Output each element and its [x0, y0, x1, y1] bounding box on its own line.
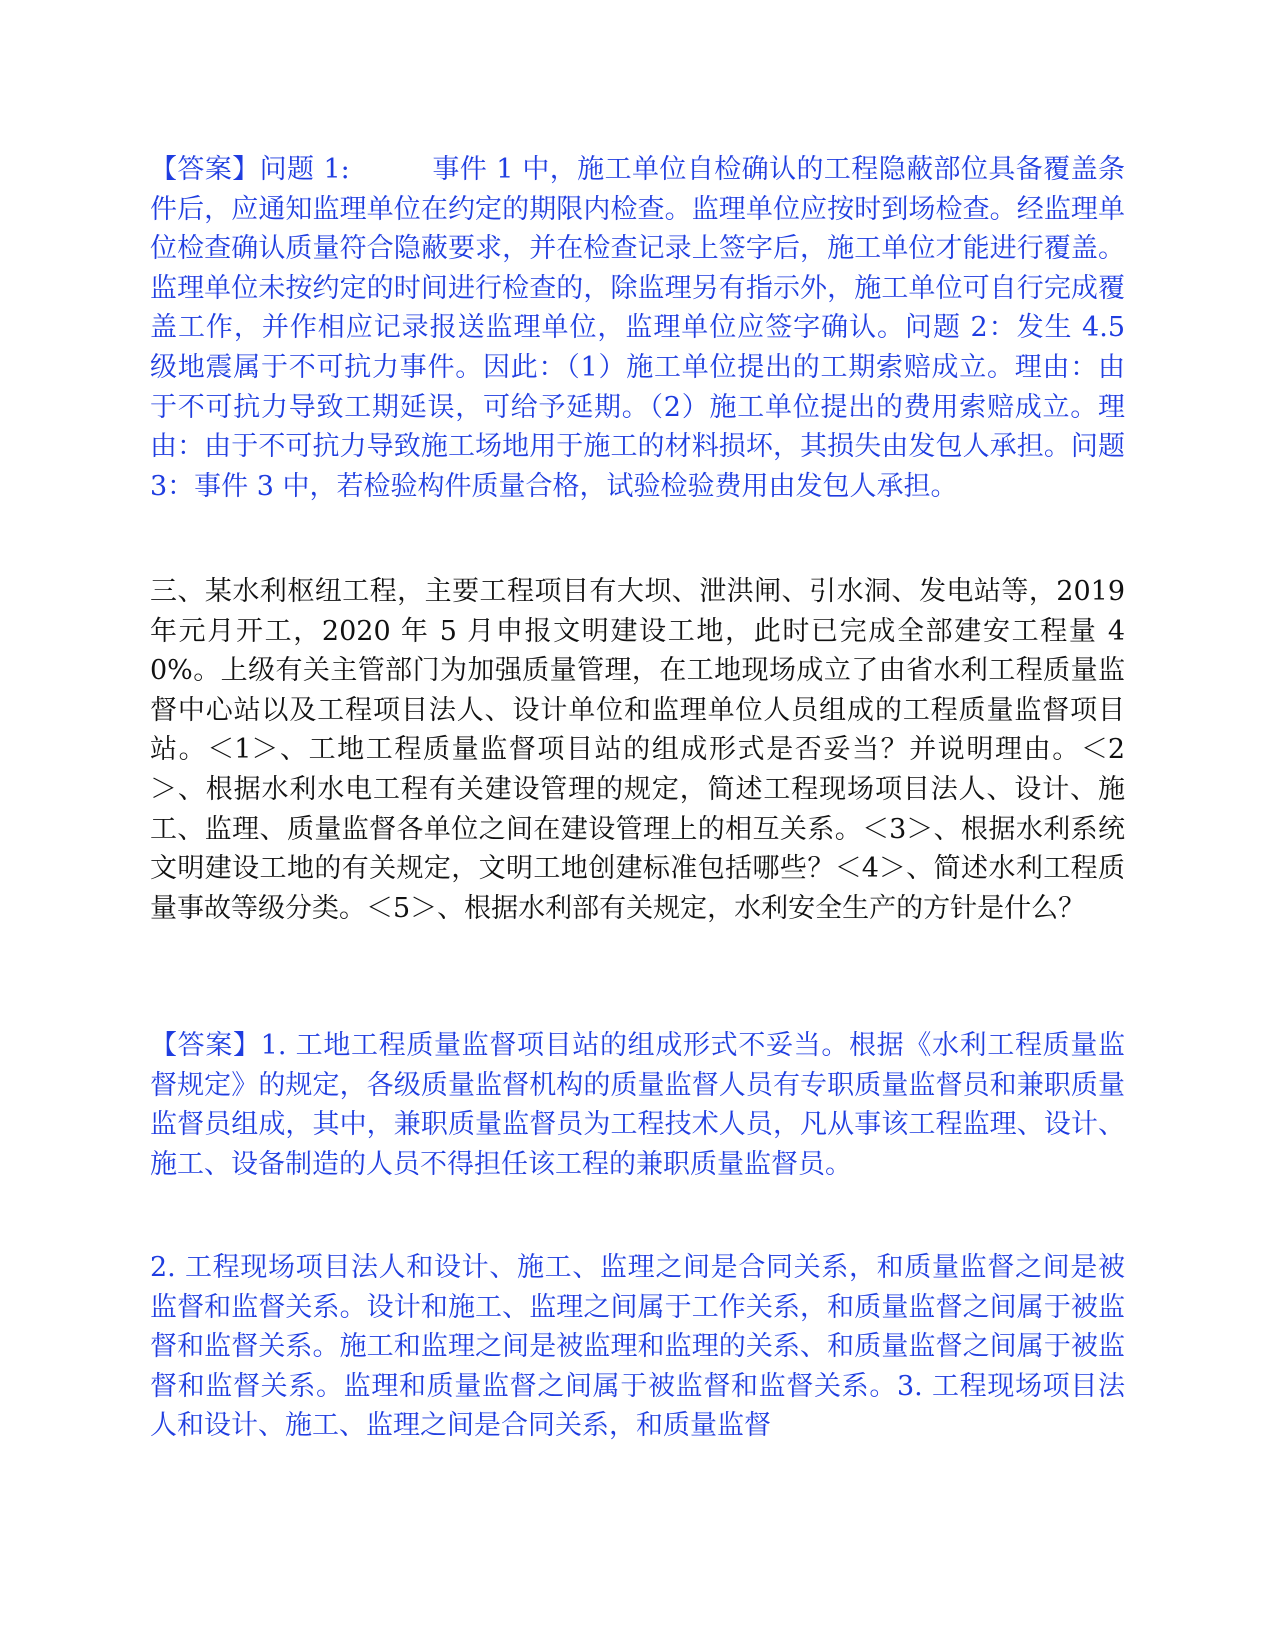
answer-paragraph-2-part-2: 2. 工程现场项目法人和设计、施工、监理之间是合同关系，和质量监督之间是被监督和监督关系。设计和施工、监理之间属于工作关系，和质量监督之间属于被监督和监督关系。施工和监理之间是被监理和监理的关系、和质量监督之间属于被监督和监督关系。监理和质量监督之间属于被监督和监督关系。3. 工程现场项目法人和设计、施工、监理之间是合同关系，和质量监督 [150, 1252, 1125, 1442]
question-paragraph-3: 三、某水利枢纽工程，主要工程项目有大坝、泄洪闸、引水洞、发电站等，2019 年元月开工，2020 年 5 月申报文明建设工地，此时已完成全部建安工程量 40%。上级有关主管部门为加强质量管理，在工地现场成立了由省水利工程质量监督中心站以及工程项目法人、设计单位和监理单位人员组成的工程质量监督项目站。＜1＞、工地工程质量监督项目站的组成形式是否妥当？并说明理由。＜2＞、根据水利水电工程有关建设管理的规定，简述工程现场项目法人、设计、施工、监理、质量监督各单位之间在建设管理上的相互关系。＜3＞、根据水利系统文明建设工地的有关规定，文明工地创建标准包括哪些？＜4＞、简述水利工程质量事故等级分类。＜5＞、根据水利部有关规定，水利安全生产的方针是什么？ [150, 576, 1125, 924]
answer-paragraph-2-part-1: 【答案】1. 工地工程质量监督项目站的组成形式不妥当。根据《水利工程质量监督规定》的规定，各级质量监督机构的质量监督人员有专职质量监督员和兼职质量监督员组成，其中，兼职质量监督员为工程技术人员，凡从事该工程监理、设计、施工、设备制造的人员不得担任该工程的兼职质量监督员。 [150, 1030, 1125, 1180]
answer-paragraph-1: 【答案】问题 1: 事件 1 中，施工单位自检确认的工程隐蔽部位具备覆盖条件后，应通知监理单位在约定的期限内检查。监理单位应按时到场检查。经监理单位检查确认质量符合隐蔽要求，并在检查记录上签字后，施工单位才能进行覆盖。监理单位未按约定的时间进行检查的，除监理另有指示外，施工单位可自行完成覆盖工作，并作相应记录报送监理单位，监理单位应签字确认。问题 2：发生 4.5 级地震属于不可抗力事件。因此：（1）施工单位提出的工期索赔成立。理由：由于不可抗力导致工期延误，可给予延期。（2）施工单位提出的费用索赔成立。理由：由于不可抗力导致施工场地用于施工的材料损坏，其损失由发包人承担。问题 3：事件 3 中，若检验构件质量合格，试验检验费用由发包人承担。 [150, 154, 1125, 502]
